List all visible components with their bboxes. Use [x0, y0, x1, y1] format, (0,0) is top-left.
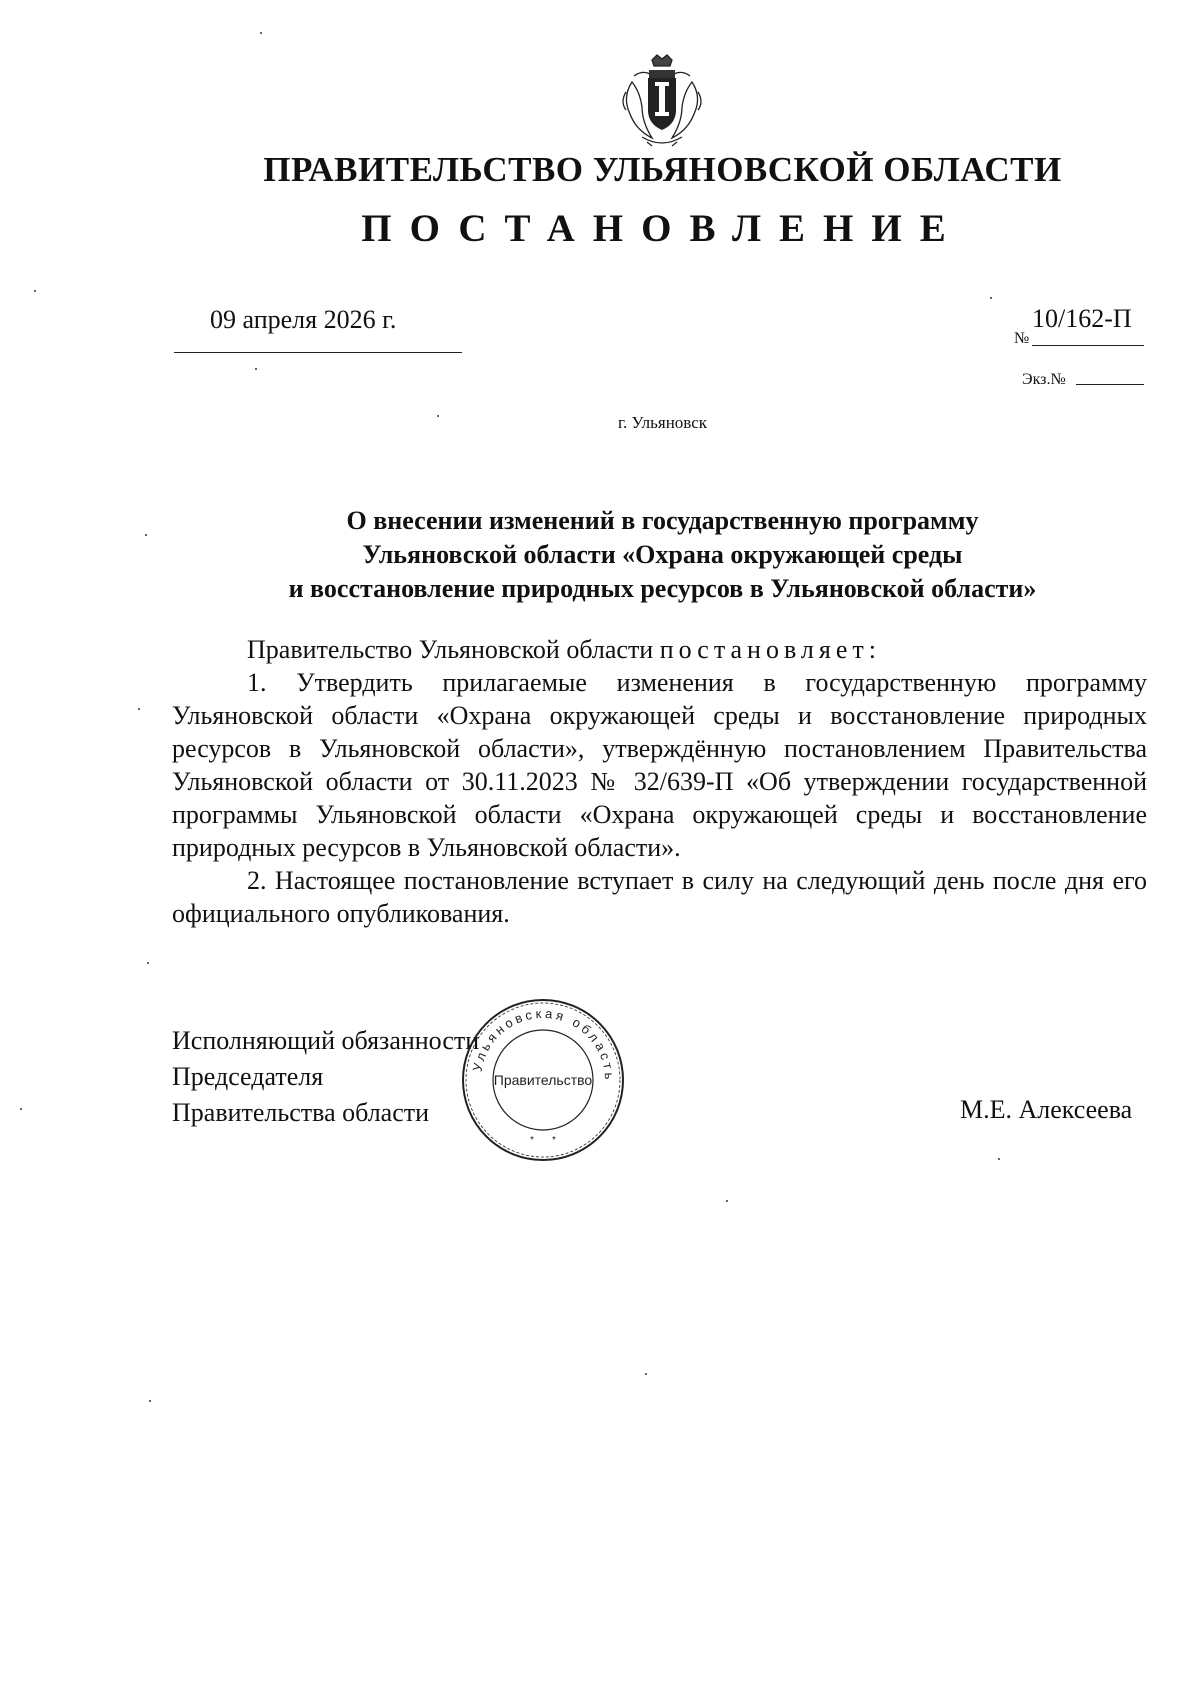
scan-speck — [149, 1400, 151, 1402]
svg-text:*: * — [552, 1135, 556, 1146]
subject-line: Ульяновской области «Охрана окружающей среды — [362, 540, 963, 569]
signer-position-line: Правительства области — [172, 1098, 430, 1127]
scan-speck — [990, 297, 992, 299]
document-type-title: ПОСТАНОВЛЕНИЕ — [361, 207, 964, 250]
scan-speck — [145, 534, 147, 536]
ulyanovsk-coat-of-arms-icon — [612, 52, 712, 152]
scan-speck — [255, 368, 257, 370]
signer-position-line: Исполняющий обязанности — [172, 1026, 480, 1055]
scan-speck — [437, 415, 439, 417]
scan-speck — [20, 1108, 22, 1110]
scan-speck — [726, 1200, 728, 1202]
scan-speck — [34, 290, 36, 292]
preamble-verb: постановляет: — [659, 635, 881, 664]
date-underline — [174, 352, 462, 353]
clause-1: 1. Утвердить прилагаемые изменения в государственную программу Ульяновской области «Охрана окружающей среды и восстановление природных ресурсов в Ульяновской области», утверждённую постановлением Правительства Ульяновской области от 30.11.2023 № 32/639-П «Об утверждении государственной программы Ульяновской области «Охрана окружающей среды и восстановление природных ресурсов в Ульяновской области». — [172, 668, 1147, 862]
document-body — [172, 633, 1147, 930]
official-seal-icon — [458, 995, 628, 1165]
document-number: 10/162-П — [1032, 304, 1132, 333]
stamp-ring-text: Ульяновская область — [469, 1005, 618, 1083]
organization-title: ПРАВИТЕЛЬСТВО УЛЬЯНОВСКОЙ ОБЛАСТИ — [263, 150, 1062, 189]
clause-2: 2. Настоящее постановление вступает в силу на следующий день после дня его официального опубликования. — [172, 866, 1147, 928]
signer-name: М.Е. Алексеева — [960, 1095, 1133, 1124]
scan-speck — [645, 1373, 647, 1375]
stamp-center-text: Правительство — [493, 1072, 593, 1088]
subject-line: и восстановление природных ресурсов в Ульяновской области» — [288, 574, 1037, 603]
copy-number-underline — [1076, 384, 1144, 385]
scan-speck — [138, 708, 140, 710]
scan-speck — [147, 962, 149, 964]
scan-speck — [998, 1158, 1000, 1160]
number-prefix: № — [1014, 330, 1030, 347]
signer-position-line: Председателя — [172, 1062, 324, 1091]
svg-text:*: * — [530, 1135, 534, 1146]
copy-number-label: Экз.№ — [1022, 371, 1066, 388]
subject-line: О внесении изменений в государственную программу — [346, 506, 979, 535]
preamble — [172, 633, 1147, 666]
signer-position — [172, 1023, 479, 1131]
document-subject — [180, 504, 1145, 606]
issue-city: г. Ульяновск — [617, 413, 708, 432]
number-underline — [1032, 345, 1144, 346]
preamble-subject: Правительство Ульяновской области — [247, 635, 660, 664]
document-date: 09 апреля 2026 г. — [210, 305, 397, 334]
scan-speck — [260, 32, 262, 34]
